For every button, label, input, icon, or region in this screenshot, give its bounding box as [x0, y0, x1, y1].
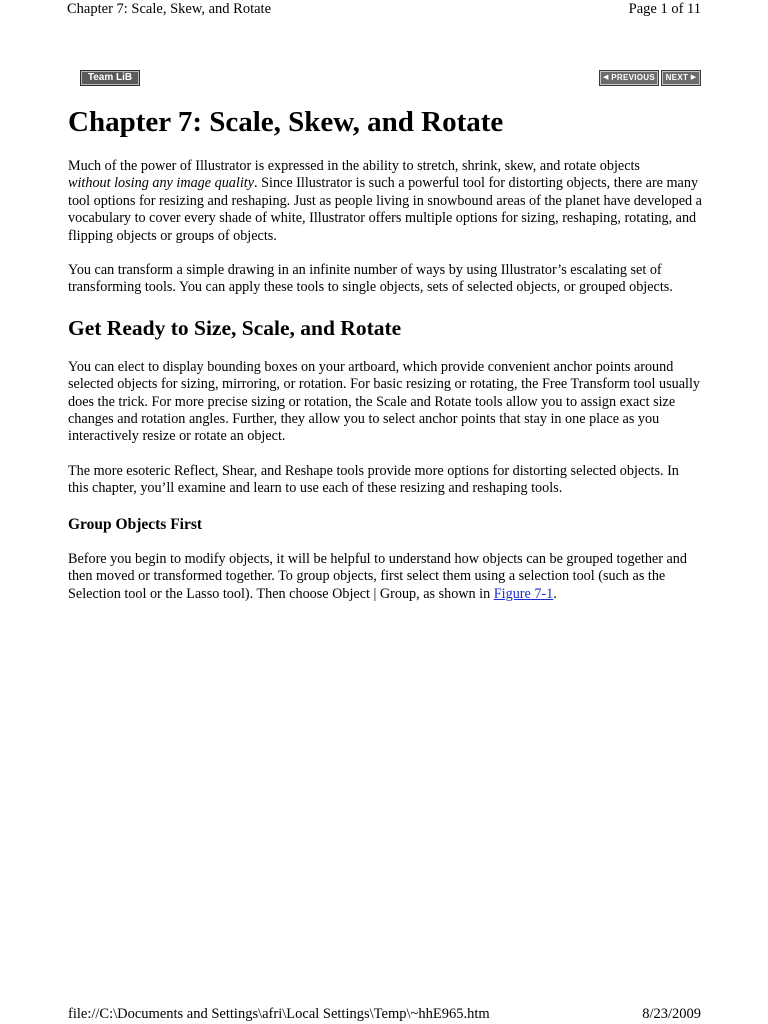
previous-button[interactable]	[599, 70, 659, 86]
intro-paragraph-2: You can transform a simple drawing in an infinite number of ways by using Illustrator’s escalating set of transforming tools. You can apply these tools to single objects, sets of selected objects, or grouped objects.	[68, 262, 673, 296]
chapter-title: Chapter 7: Scale, Skew, and Rotate	[68, 106, 504, 138]
subsection-paragraph-1	[68, 551, 702, 603]
subsection-heading: Group Objects First	[68, 515, 203, 533]
section-paragraph-1: You can elect to display bounding boxes on your artboard, which provide convenient anchor points around selected objects for sizing, mirroring, or rotation. For basic resizing or rotating, the Free Transform tool usually does the trick. For more precise sizing or rotation, the Scale and Rotate tools allow you to assign exact size changes and rotation angles. Further, they allow you to select anchor points that stay in one place as you interactively resize or rotate an object.	[68, 358, 701, 445]
subsection-p1-end: .	[553, 585, 557, 602]
previous-label: PREVIOUS	[611, 73, 655, 82]
file-path: file://C:\Documents and Settings\afri\Local Settings\Temp\~hhE965.htm	[68, 1006, 490, 1022]
intro-p1-italic: without losing any image quality	[68, 175, 255, 192]
page-indicator: Page 1 of 11	[628, 1, 701, 17]
section-paragraph-2: The more esoteric Reflect, Shear, and Reshape tools provide more options for distorting selected objects. In this chapter, you’ll examine and learn to use each of these resizing and reshaping tools.	[68, 462, 679, 497]
print-date: 8/23/2009	[642, 1006, 701, 1022]
figure-7-1-link[interactable]: Figure 7-1	[493, 585, 554, 602]
next-label: NEXT	[665, 73, 689, 82]
page-footer	[68, 1005, 701, 1023]
left-arrow-icon: ◀	[603, 74, 609, 81]
team-lib-badge[interactable]: Team LiB	[80, 70, 140, 86]
subsection-p1-start: Before you begin to modify objects, it will be helpful to understand how objects can be grouped together and then moved or transformed together. To group objects, first select them using a selection tool (such as the Selection tool or the Lasso tool). Then choose Object | Group, as shown in	[68, 550, 687, 602]
intro-p1-end: . Since Illustrator is such a powerful tool for distorting objects, there are many tool options for resizing and reshaping. Just as people living in snowbound areas of the planet have developed a vocabulary to cover every shade of white, Illustrator offers multiple options for sizing, reshaping, rotating, and flipping objects or groups of objects.	[68, 175, 702, 244]
page-header	[67, 0, 701, 20]
nav-bar	[80, 70, 701, 86]
right-arrow-icon: ▶	[690, 74, 697, 81]
intro-paragraph-1	[68, 158, 702, 245]
intro-p1-start: Much of the power of Illustrator is expressed in the ability to stretch, shrink, skew, and rotate objects	[68, 158, 640, 174]
document-content	[68, 100, 702, 603]
header-title: Chapter 7: Scale, Skew, and Rotate	[67, 1, 272, 17]
section-heading: Get Ready to Size, Scale, and Rotate	[68, 315, 402, 340]
next-button[interactable]	[661, 70, 701, 86]
